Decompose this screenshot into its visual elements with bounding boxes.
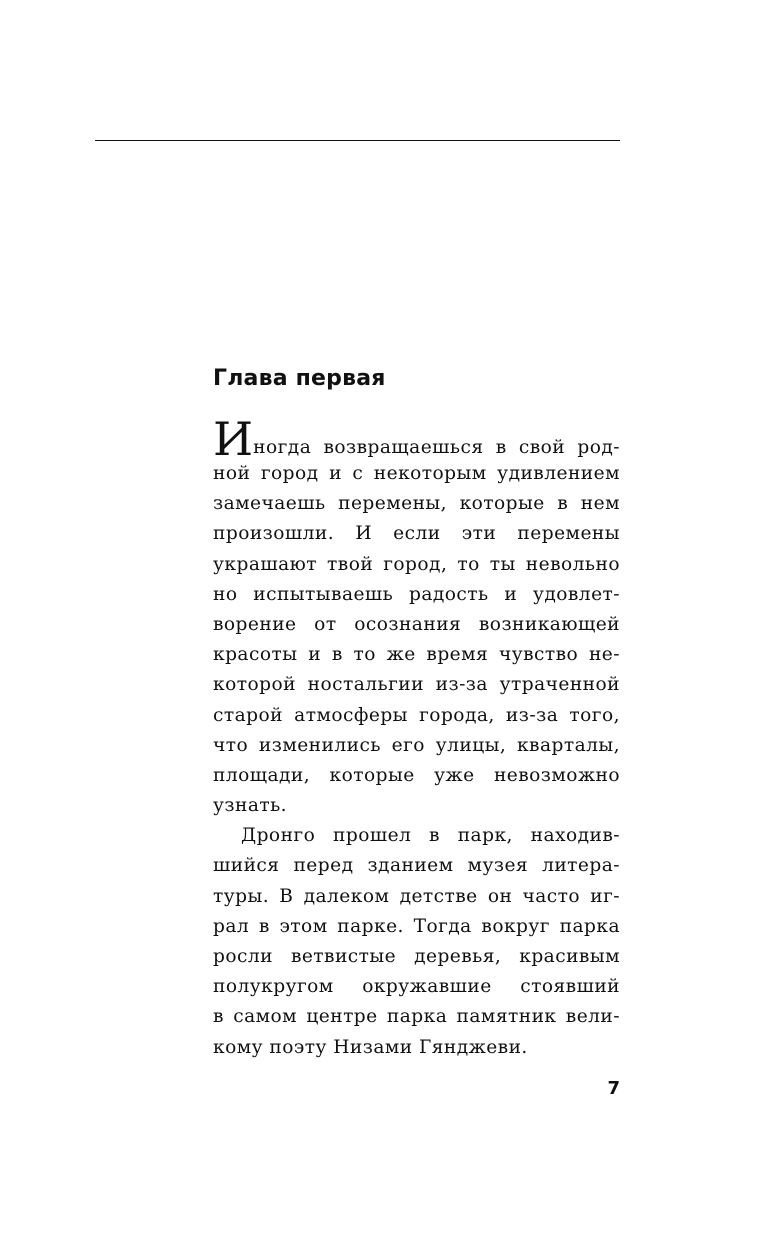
paragraph-1-line-6: но испытываешь радость и удовлет-: [213, 583, 620, 605]
paragraph-1-line-1: [213, 412, 620, 466]
paragraph-1-line-8: красоты и в то же время чувство не-: [213, 644, 620, 666]
paragraph-2-line-5: росли ветвистые деревья, красивым: [213, 946, 620, 967]
paragraph-2-line-6: полукругом окружавшие стоявший: [213, 976, 620, 998]
line-text: ногда возвращаешься в свой род-: [253, 437, 620, 458]
paragraph-2-line-7: в самом центре парка памятник вели-: [213, 1006, 620, 1028]
paragraph-1-line-2: ной город и с некоторым удивлением: [213, 463, 620, 484]
header-rule: [95, 140, 620, 141]
paragraph-2-line-3: туры. В далеком детстве он часто иг-: [213, 885, 620, 907]
paragraph-2-line-4: рал в этом парке. Тогда вокруг парка: [213, 915, 620, 937]
paragraph-1-line-11: что изменились его улицы, кварталы,: [213, 734, 620, 756]
paragraph-1-line-10: старой атмосферы города, из-за того,: [213, 704, 620, 726]
paragraph-1-line-9: которой ностальгии из-за утраченной: [213, 674, 620, 696]
chapter-body: [213, 412, 620, 1063]
drop-cap: И: [213, 412, 254, 466]
paragraph-2-line-1: Дронго прошел в парк, находив-: [241, 825, 620, 847]
paragraph-1-line-13: узнать.: [213, 795, 288, 817]
chapter-title: Глава первая: [213, 366, 386, 391]
paragraph-2-line-2: шийся перед зданием музея литера-: [213, 855, 620, 877]
paragraph-1-line-12: площади, которые уже невозможно: [213, 764, 620, 786]
paragraph-1-line-7: ворение от осознания возникающей: [213, 613, 620, 635]
paragraph-1-line-5: украшают твой город, то ты невольно: [213, 553, 620, 575]
paragraph-1-line-4: произошли. И если эти перемены: [213, 523, 620, 545]
paragraph-2-line-8: кому поэту Низами Гянджеви.: [213, 1036, 528, 1058]
page-number: 7: [607, 1078, 620, 1099]
paragraph-1-line-3: замечаешь перемены, которые в нем: [213, 493, 620, 515]
